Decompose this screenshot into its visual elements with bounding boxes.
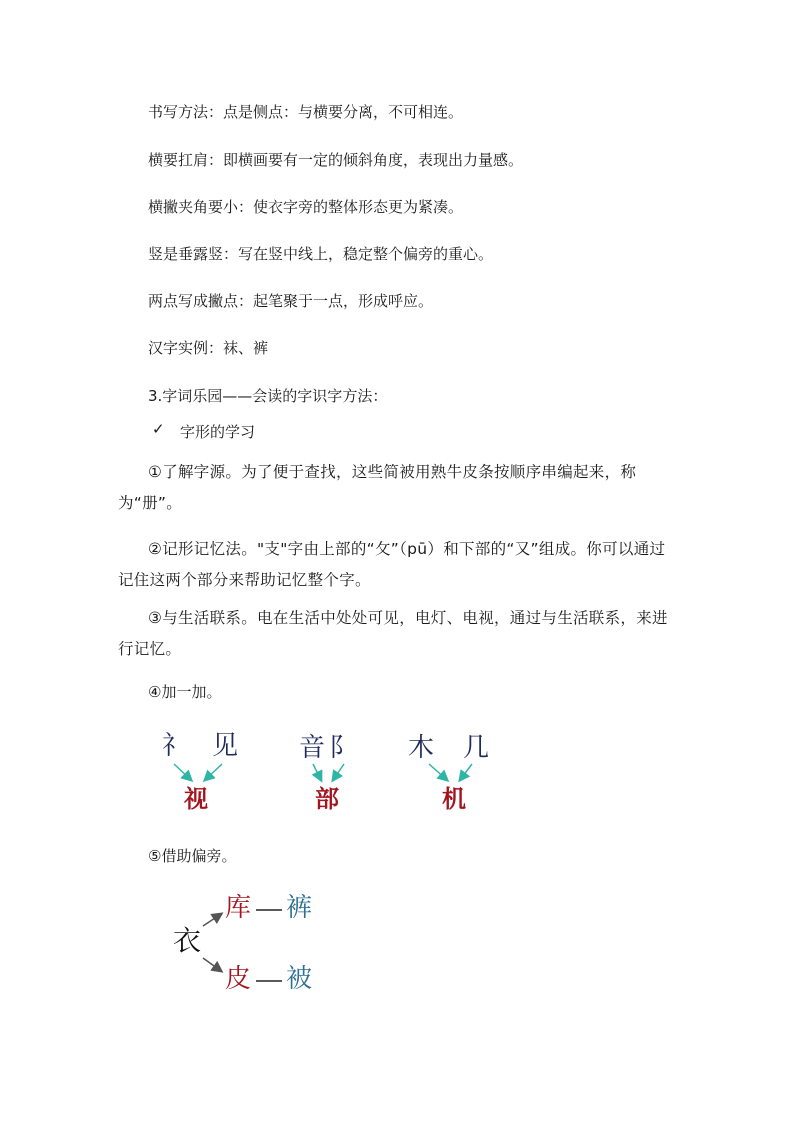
branch-from-char: 皮: [225, 964, 252, 994]
arrow-icon: [429, 764, 447, 780]
component-char: 阝: [329, 733, 356, 763]
result-char: 机: [442, 784, 466, 813]
arrow-icon: [460, 764, 472, 780]
arrow-icon: [174, 764, 191, 780]
result-char: 部: [315, 784, 339, 813]
paragraph: ③与生活联系。电在生活中处处可见，电灯、电视，通过与生活联系，来进行记忆。: [118, 609, 668, 658]
component-char: 几: [463, 733, 490, 763]
text-line: 横要扛肩：即横画要有一定的倾斜角度，表现出力量感。: [148, 151, 524, 169]
check-item-label: 字形的学习: [180, 423, 256, 441]
component-char: 木: [408, 733, 435, 763]
component-char: 音: [299, 733, 326, 763]
component-char: 礻: [162, 731, 189, 761]
arrow-icon: [205, 764, 222, 780]
paragraph: ⑤借助偏旁。: [148, 847, 237, 865]
text-line: 两点写成撇点：起笔聚于一点，形成呼应。: [148, 292, 434, 310]
text-line: 书写方法：点是侧点：与横要分离，不可相连。: [148, 103, 464, 121]
paragraph: ①了解字源。为了便于查找，这些简被用熟牛皮条按顺序串编起来，称为“册”。: [118, 463, 637, 512]
branch-from-char: 库: [225, 893, 252, 923]
arrow-icon: [313, 764, 321, 780]
branch-to-char: 裤: [286, 893, 313, 923]
component-char: 见: [212, 731, 239, 761]
root-char: 衣: [173, 924, 202, 957]
result-char: 视: [184, 784, 208, 813]
checkmark-icon: ✓: [152, 420, 165, 438]
text-line: 竖是垂露竖：写在竖中线上，稳定整个偏旁的重心。: [148, 245, 494, 263]
arrow-icon: [203, 958, 221, 971]
section-heading: 3.字词乐园——会读的字识字方法：: [148, 387, 388, 405]
arrow-icon: [203, 914, 221, 926]
paragraph: ②记形记忆法。"支"字由上部的“攵”（pū）和下部的“又”组成。你可以通过记住这两个部分来帮助记忆整个字。: [118, 540, 666, 589]
paragraph: ④加一加。: [148, 683, 222, 701]
arrow-icon: [333, 764, 344, 780]
text-line: 横撇夹角要小：使衣字旁的整体形态更为紧凑。: [148, 198, 464, 216]
text-line: 汉字实例：袜、裤: [148, 339, 269, 357]
branch-to-char: 被: [286, 964, 313, 994]
